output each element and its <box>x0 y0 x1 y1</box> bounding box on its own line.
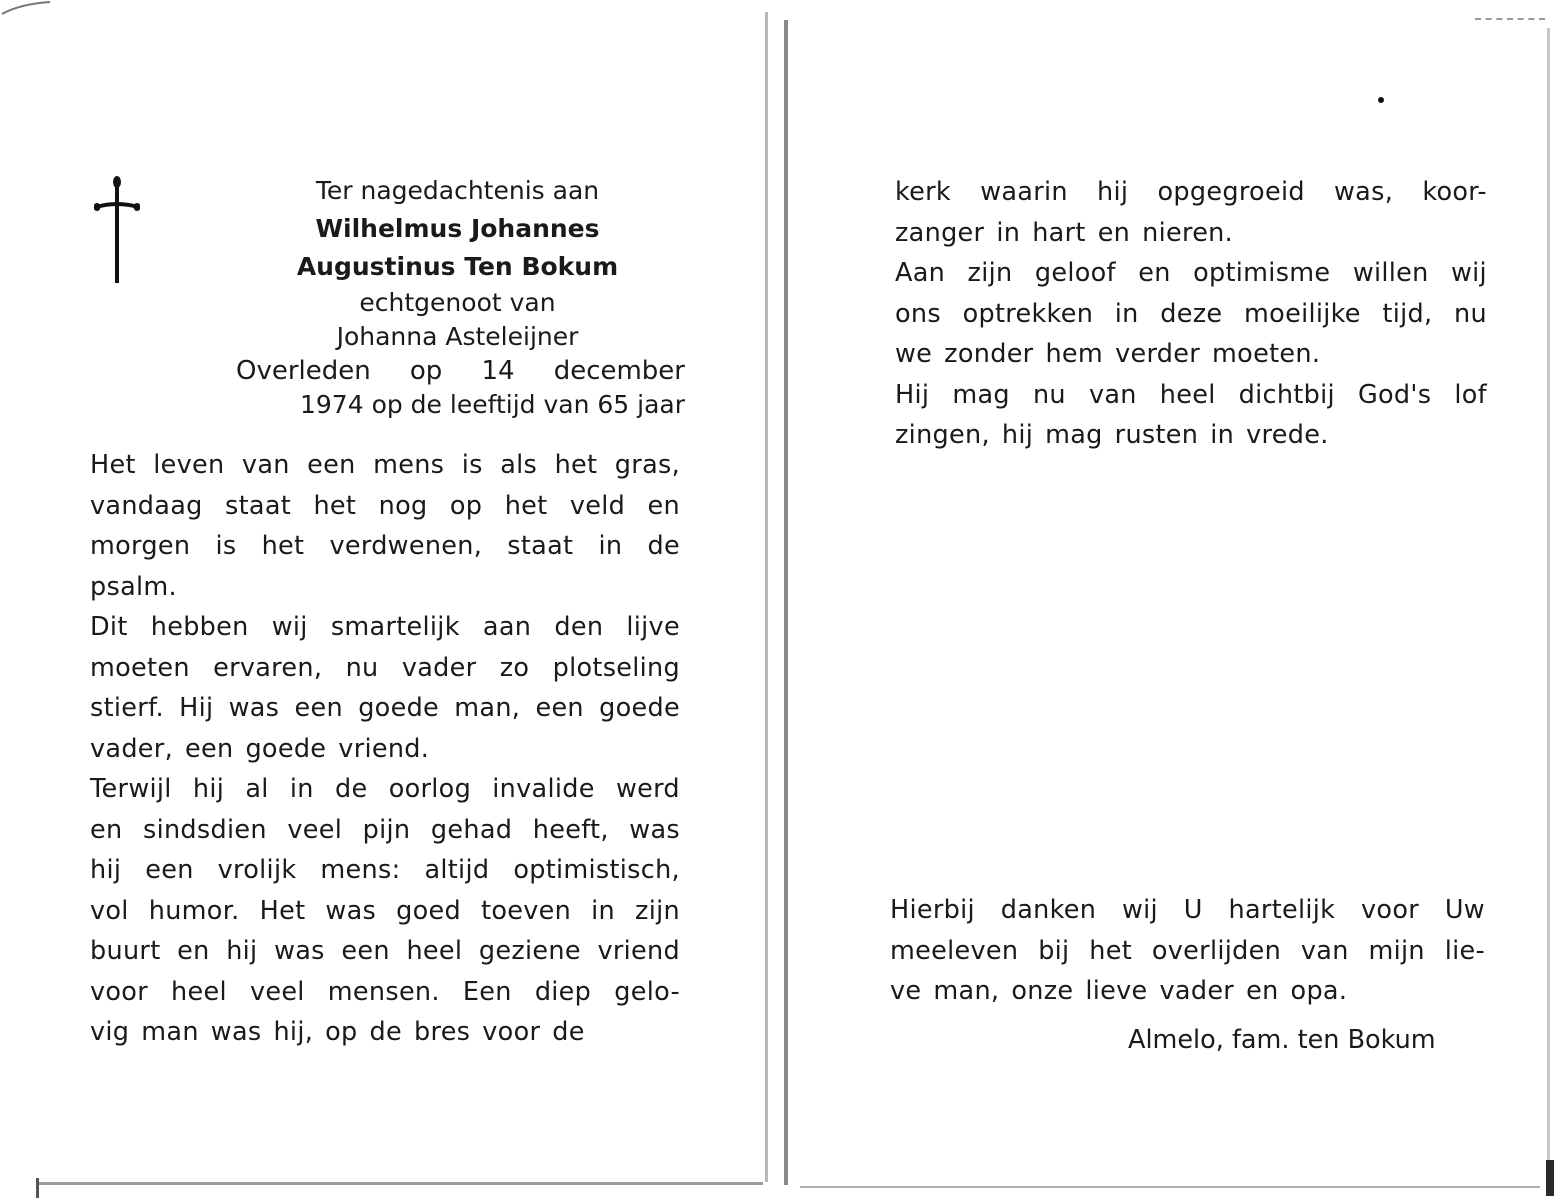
scan-dash-mark <box>1475 18 1545 20</box>
intro-text: Ter nagedachtenis aan <box>315 176 600 205</box>
text-line: Hierbij danken wij U hartelijk voor Uw <box>890 895 1485 925</box>
text-line: Dit hebben wij smartelijk aan den lijve <box>90 612 680 642</box>
text-line: morgen is het verdwenen, staat in de <box>90 531 680 561</box>
text-line: hij een vrolijk mens: altijd optimistisch, <box>90 855 680 885</box>
text-line: Hij mag nu van heel dichtbij God's lof <box>895 379 1487 410</box>
right-card-corner-mark <box>1546 1160 1554 1196</box>
right-body-text <box>895 172 1487 456</box>
right-card-left-edge <box>784 20 788 1185</box>
death-date-line2: 1974 op de leeftijd van 65 jaar <box>300 390 685 419</box>
memorial-header <box>230 172 685 422</box>
text-line: vol humor. Het was goed toeven in zijn <box>90 895 680 926</box>
text-line: vig man was hij, op de bres voor de <box>90 1017 585 1047</box>
text-line: voor heel veel mensen. Een diep gelo- <box>90 976 680 1007</box>
text-line: moeten ervaren, nu vader zo plotseling <box>90 652 680 683</box>
family-signature: Almelo, fam. ten Bokum <box>1128 1025 1436 1055</box>
right-card-bottom-edge <box>800 1186 1540 1188</box>
text-line: zingen, hij mag rusten in vrede. <box>895 420 1329 450</box>
ink-dot <box>1378 97 1384 103</box>
spouse-name: Johanna Asteleijner <box>336 322 579 351</box>
thanks-text <box>890 890 1485 1012</box>
deceased-name-line2: Augustinus Ten Bokum <box>296 252 619 281</box>
text-line: Aan zijn geloof en optimisme willen wij <box>895 258 1487 288</box>
text-line: psalm. <box>90 571 177 602</box>
spouse-label: echtgenoot van <box>359 288 556 317</box>
death-date-line1: Overleden op 14 december <box>236 356 685 386</box>
left-card-bottom-edge <box>38 1182 763 1185</box>
text-line: we zonder hem verder moeten. <box>895 339 1321 369</box>
left-body-text <box>90 445 680 1053</box>
text-line: meeleven bij het overlijden van mijn lie- <box>890 935 1485 966</box>
text-line: buurt en hij was een heel geziene vriend <box>90 936 680 966</box>
left-card-edge <box>765 12 768 1182</box>
right-card-right-edge <box>1547 28 1550 1178</box>
scan-corner-mark <box>0 0 60 30</box>
text-line: vader, een goede vriend. <box>90 733 430 764</box>
text-line: ons optrekken in deze moeilijke tijd, nu <box>895 298 1487 329</box>
text-line: zanger in hart en nieren. <box>895 217 1234 248</box>
text-line: vandaag staat het nog op het veld en <box>90 490 680 521</box>
text-line: ve man, onze lieve vader en opa. <box>890 976 1348 1006</box>
text-line: en sindsdien veel pijn gehad heeft, was <box>90 814 680 845</box>
text-line: Terwijl hij al in de oorlog invalide werd <box>90 774 680 804</box>
deceased-name-line1: Wilhelmus Johannes <box>315 214 600 243</box>
left-card-corner-mark <box>36 1178 39 1198</box>
text-line: Het leven van een mens is als het gras, <box>90 450 680 480</box>
text-line: stierf. Hij was een goede man, een goede <box>90 693 680 723</box>
text-line: kerk waarin hij opgegroeid was, koor- <box>895 177 1487 207</box>
cross-icon <box>94 175 140 283</box>
